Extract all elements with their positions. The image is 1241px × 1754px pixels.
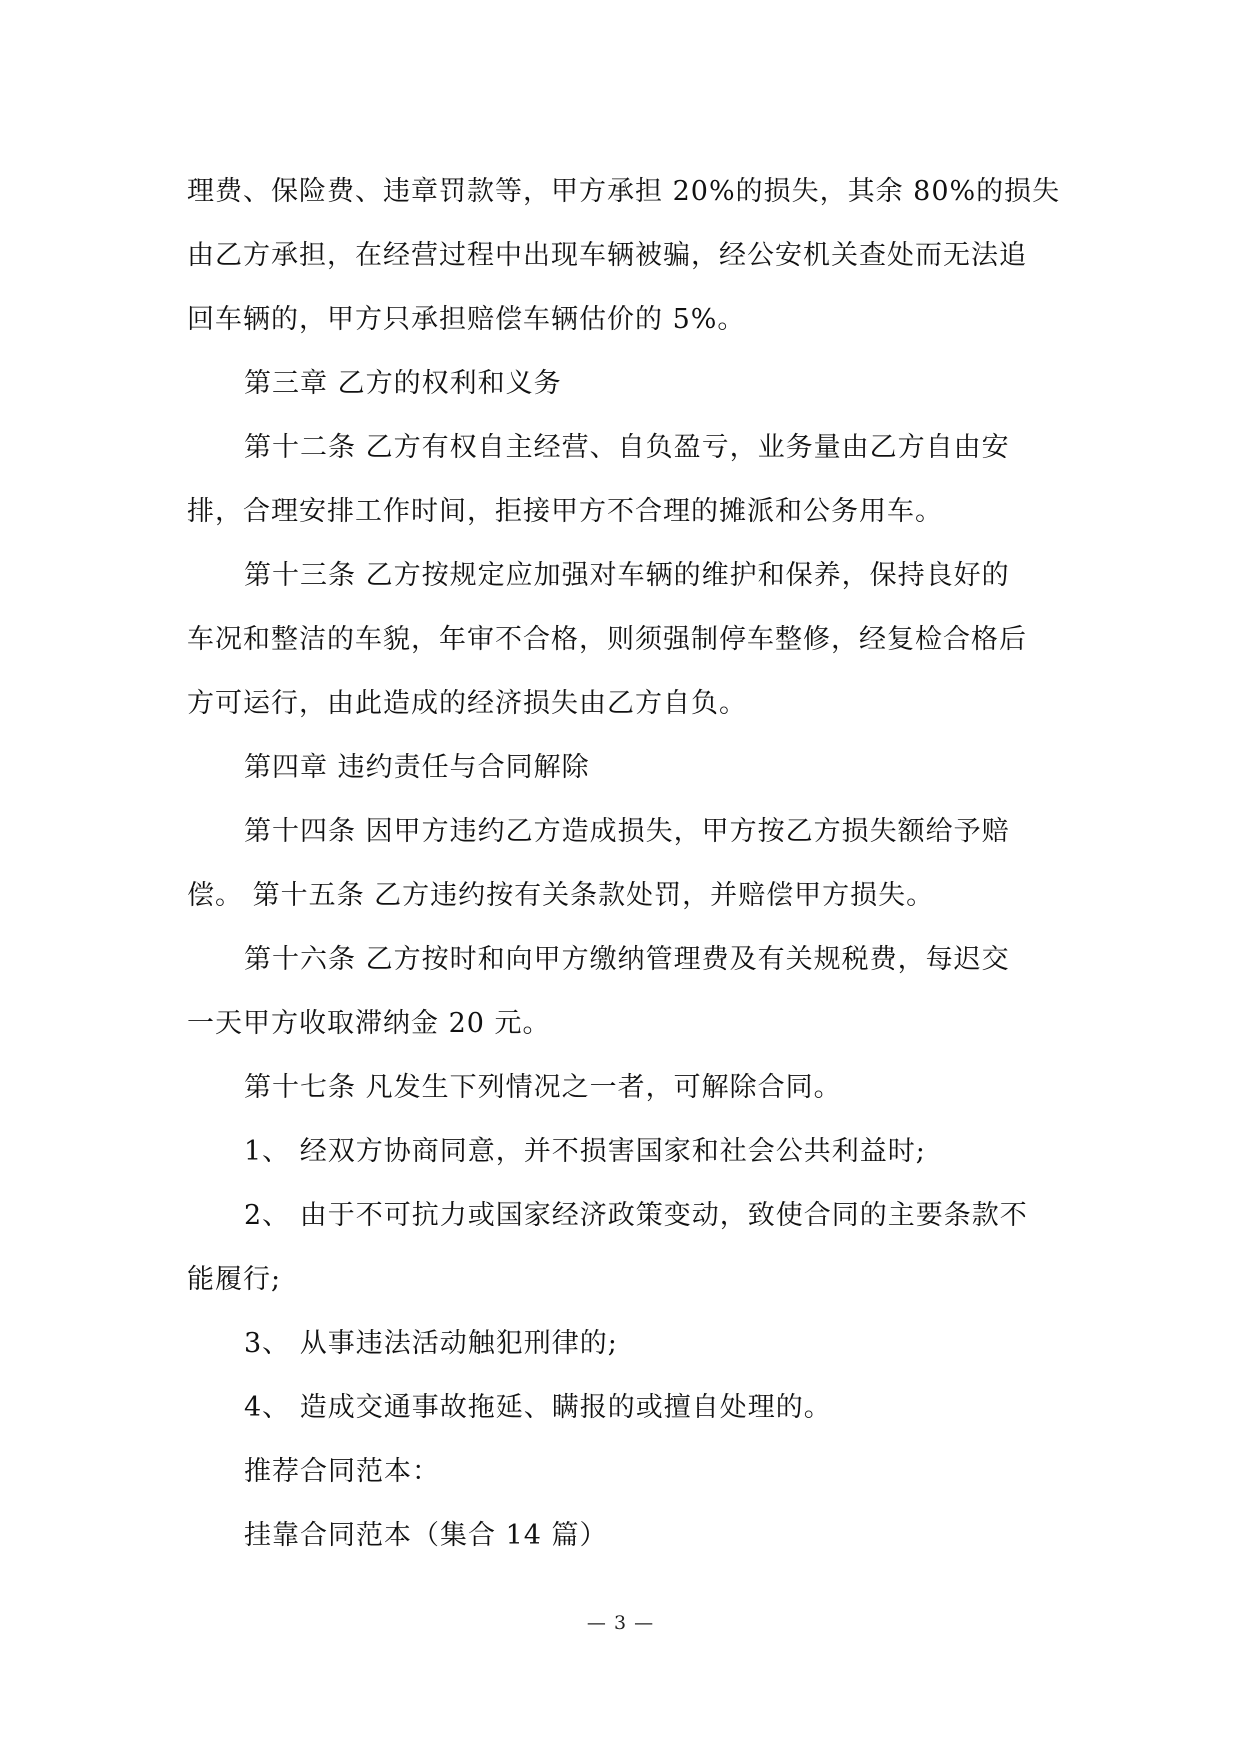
paragraph-line: 车况和整洁的车貌，年审不合格，则须强制停车整修，经复检合格后: [187, 624, 1027, 655]
paragraph-line: 理费、保险费、违章罚款等，甲方承担 20%的损失，其余 80%的损失: [187, 176, 1061, 207]
paragraph-line: 第十三条 乙方按规定应加强对车辆的维护和保养，保持良好的: [244, 560, 1010, 591]
list-item: 3、 从事违法活动触犯刑律的;: [244, 1328, 618, 1359]
paragraph-line: 回车辆的，甲方只承担赔偿车辆估价的 5%。: [187, 304, 746, 335]
recommendation-link[interactable]: 挂靠合同范本（集合 14 篇）: [244, 1520, 608, 1551]
chapter-heading: 第四章 违约责任与合同解除: [244, 752, 590, 783]
page-number: — 3 —: [586, 1612, 655, 1634]
paragraph-line: 一天甲方收取滞纳金 20 元。: [187, 1008, 551, 1039]
paragraph-line: 第十二条 乙方有权自主经营、自负盈亏，业务量由乙方自由安: [244, 432, 1010, 463]
paragraph-line: 由乙方承担，在经营过程中出现车辆被骗，经公安机关查处而无法追: [187, 240, 1027, 271]
list-item: 2、 由于不可抗力或国家经济政策变动，致使合同的主要条款不: [244, 1200, 1028, 1231]
recommendation-label: 推荐合同范本：: [244, 1456, 440, 1487]
document-body: [187, 160, 1067, 1568]
chapter-heading: 第三章 乙方的权利和义务: [244, 368, 562, 399]
paragraph-line: 第十七条 凡发生下列情况之一者，可解除合同。: [244, 1072, 842, 1103]
list-item: 4、 造成交通事故拖延、瞒报的或擅自处理的。: [244, 1392, 832, 1423]
paragraph-line: 第十六条 乙方按时和向甲方缴纳管理费及有关规税费，每迟交: [244, 944, 1010, 975]
list-item: 1、 经双方协商同意，并不损害国家和社会公共利益时;: [244, 1136, 926, 1167]
paragraph-line: 第十四条 因甲方违约乙方造成损失，甲方按乙方损失额给予赔: [244, 816, 1010, 847]
list-item-continuation: 能履行;: [187, 1264, 282, 1295]
paragraph-line: 偿。 第十五条 乙方违约按有关条款处罚，并赔偿甲方损失。: [187, 880, 935, 911]
paragraph-line: 方可运行，由此造成的经济损失由乙方自负。: [187, 688, 747, 719]
paragraph-line: 排，合理安排工作时间，拒接甲方不合理的摊派和公务用车。: [187, 496, 943, 527]
